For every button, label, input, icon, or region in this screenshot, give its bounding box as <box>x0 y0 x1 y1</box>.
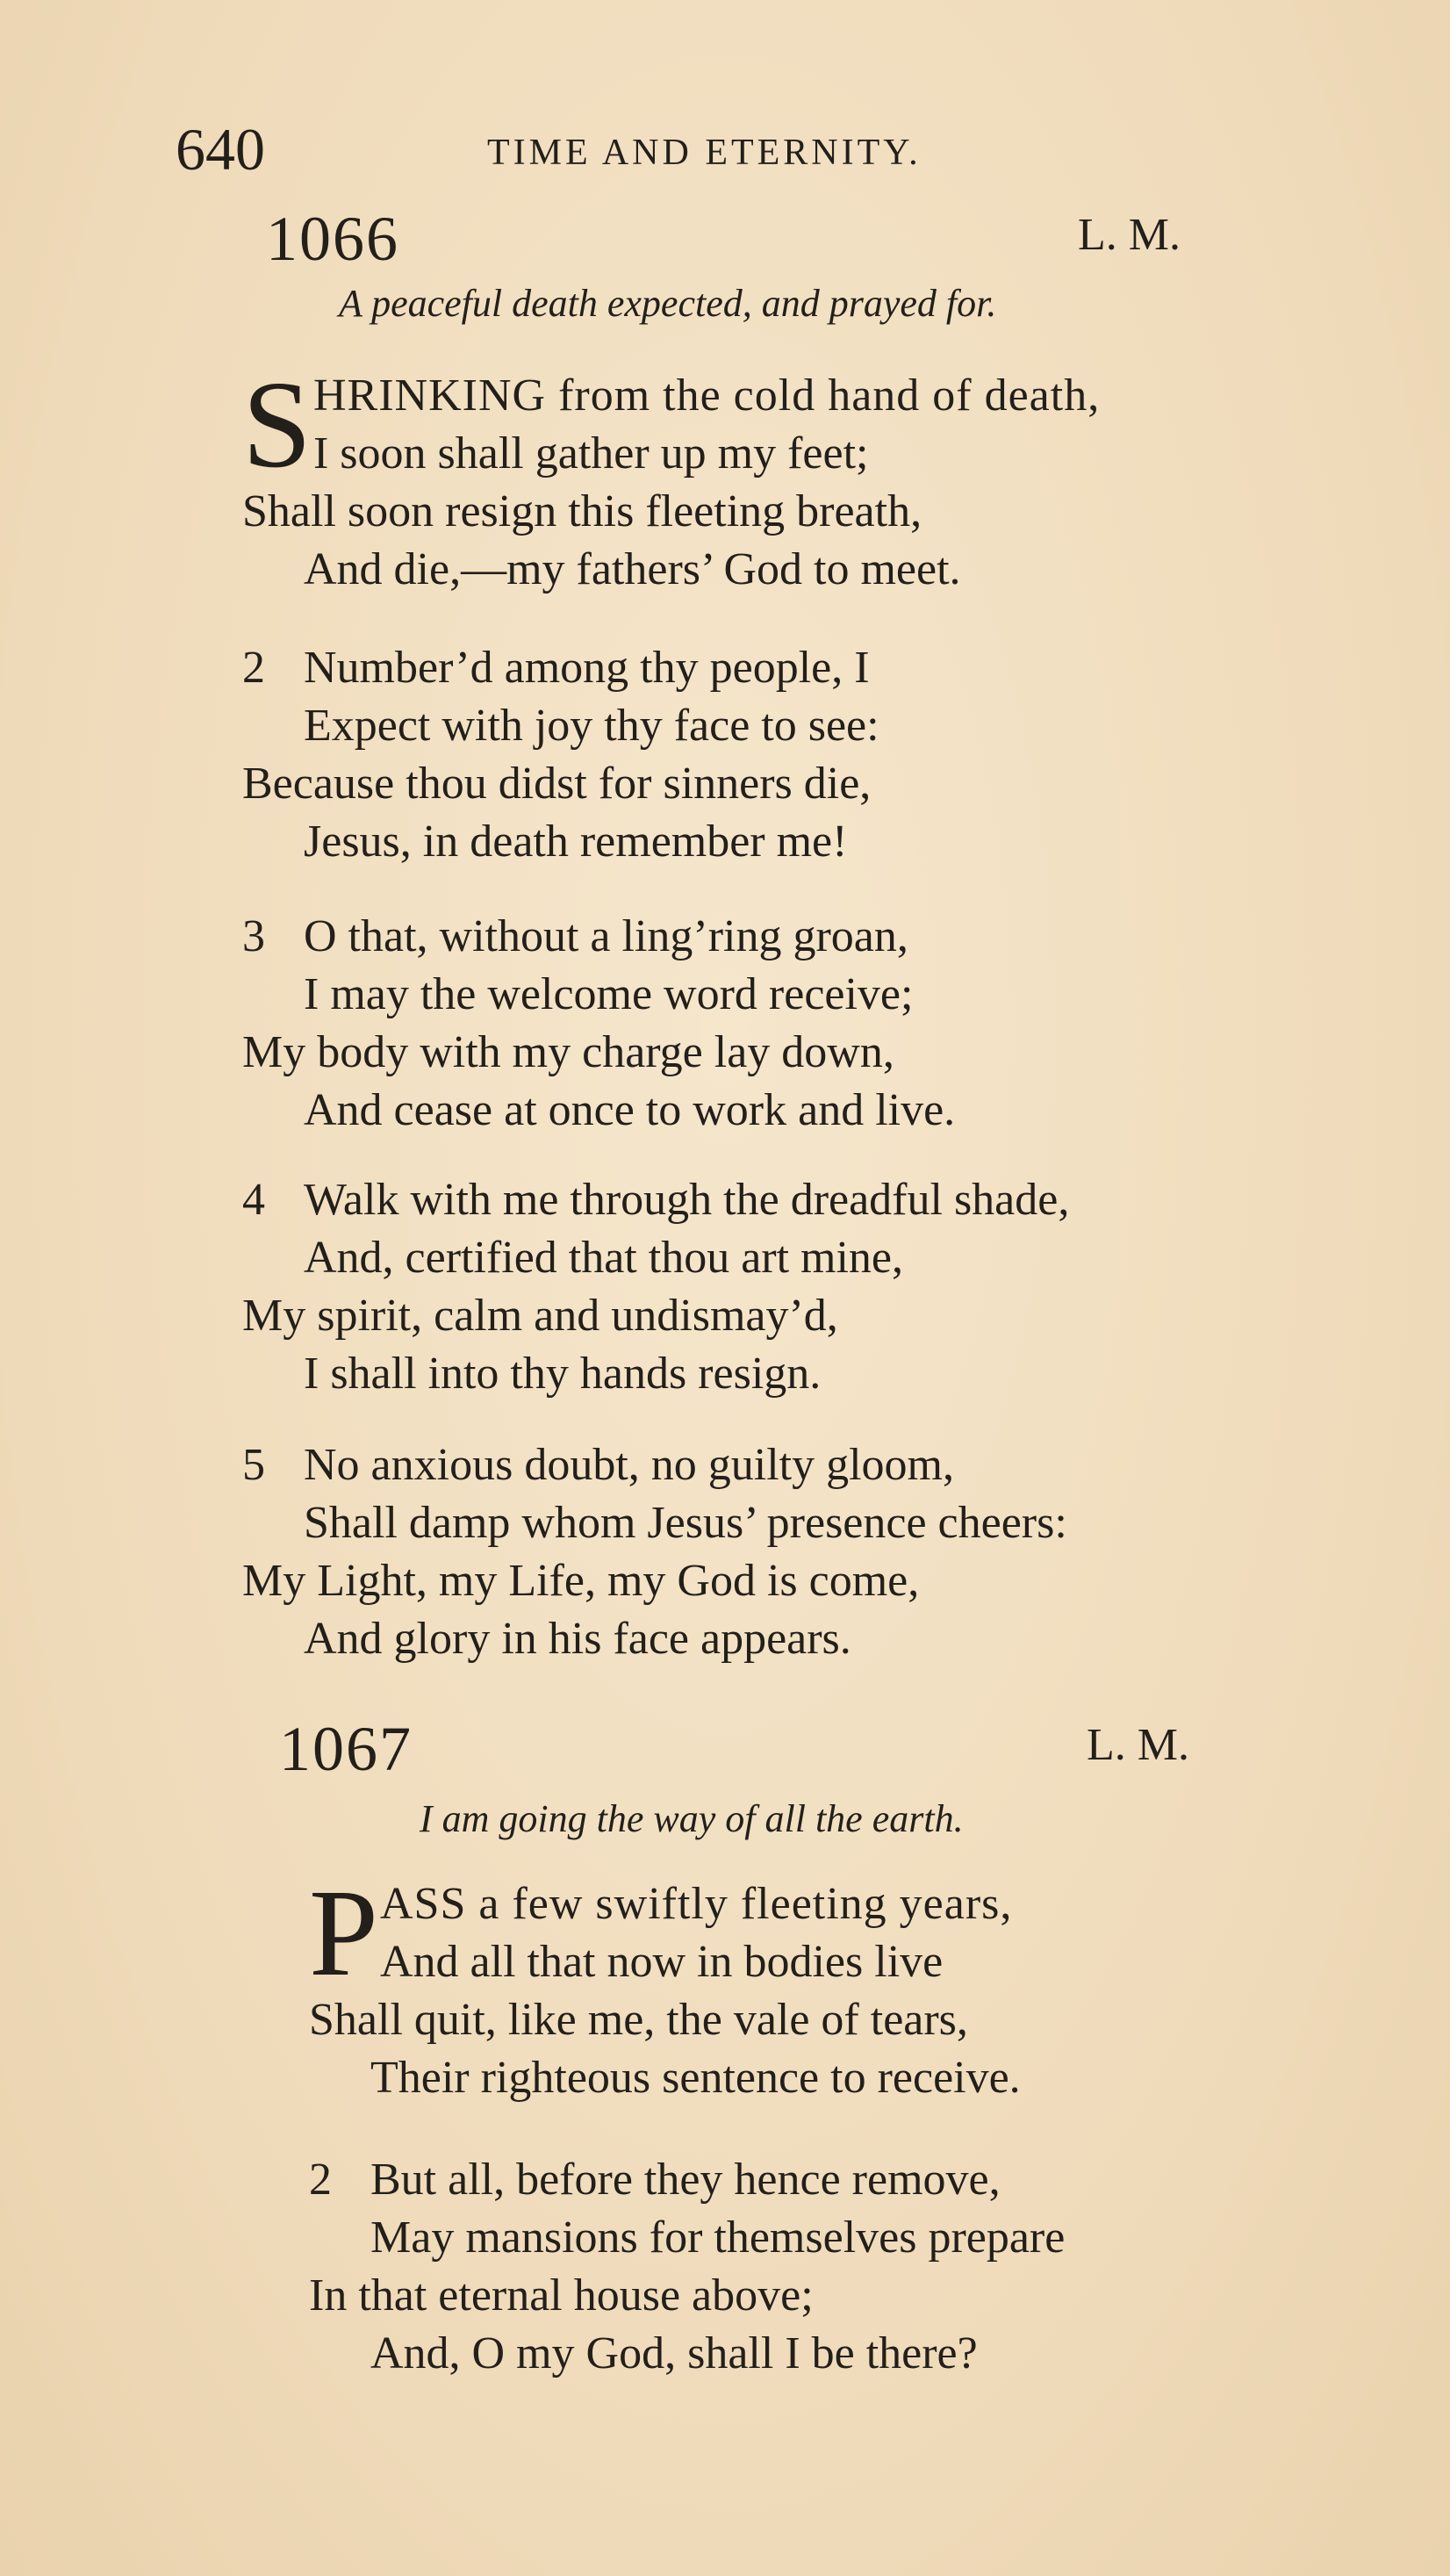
verse-line: Shall damp whom Jesus’ presence cheers: <box>304 1498 1067 1548</box>
verse-line: Their righteous sentence to receive. <box>370 2053 1021 2103</box>
verse-number: 5 <box>242 1440 265 1490</box>
verse-1 <box>309 1863 1362 2107</box>
verse-line: May mansions for themselves prepare <box>370 2213 1066 2263</box>
verse-line: I shall into thy hands resign. <box>304 1349 822 1399</box>
verse-4 <box>242 1171 1070 1403</box>
running-title: TIME AND ETERNITY. <box>487 133 922 173</box>
verse-number: 3 <box>242 911 265 961</box>
verse-2 <box>309 2151 1066 2383</box>
verse-line: Because thou didst for sinners die, <box>242 759 872 809</box>
verse-line: And glory in his face appears. <box>304 1614 851 1664</box>
hymn-number: 1066 <box>266 204 399 274</box>
verse-line: In that eternal house above; <box>309 2270 814 2321</box>
drop-cap: P <box>309 1863 378 2002</box>
verse-line: And, O my God, shall I be there? <box>370 2328 978 2378</box>
verse-line: Expect with joy thy face to see: <box>304 701 879 751</box>
verse-line: No anxious doubt, no guilty gloom, <box>304 1440 954 1490</box>
verse-line: Shall soon resign this fleeting breath, <box>242 486 922 536</box>
verse-line: Shall quit, like me, the vale of tears, <box>309 1995 968 2045</box>
verse-line: And, certified that thou art mine, <box>304 1233 904 1283</box>
drop-cap: S <box>242 355 312 493</box>
verse-3 <box>242 908 956 1140</box>
hymn-number: 1067 <box>279 1714 413 1784</box>
verse-1 <box>242 355 1348 599</box>
hymn-subtitle: A peaceful death expected, and prayed for. <box>339 282 997 325</box>
verse-line: Walk with me through the dreadful shade, <box>304 1175 1070 1225</box>
verse-line: And cease at once to work and live. <box>304 1085 956 1135</box>
verse-line: My spirit, calm and undismay’d, <box>242 1291 838 1341</box>
verse-number: 2 <box>309 2155 332 2205</box>
running-head <box>176 114 1141 184</box>
hymn-meter: L. M. <box>1087 1720 1189 1770</box>
verse-line: My body with my charge lay down, <box>242 1027 894 1077</box>
verse-line: I may the welcome word receive; <box>304 969 914 1019</box>
verse-line: But all, before they hence remove, <box>370 2155 1001 2205</box>
verse-5 <box>242 1436 1067 1668</box>
verse-number: 2 <box>242 643 265 693</box>
hymn-meter: L. M. <box>1078 210 1181 260</box>
verse-line: Jesus, in death remember me! <box>304 817 848 867</box>
verse-line: My Light, my Life, my God is come, <box>242 1556 920 1606</box>
verse-line: I soon shall gather up my feet; <box>312 428 869 479</box>
verse-line: And die,—my fathers’ God to meet. <box>304 544 961 594</box>
verse-2 <box>242 639 879 871</box>
verse-number: 4 <box>242 1175 265 1225</box>
verse-line: O that, without a ling’ring groan, <box>304 911 908 961</box>
page-number: 640 <box>176 116 265 183</box>
hymn-subtitle: I am going the way of all the earth. <box>420 1797 964 1840</box>
verse-line: HRINKING from the cold hand of death, <box>312 371 1101 421</box>
verse-line: Number’d among thy people, I <box>304 643 870 693</box>
verse-line: ASS a few swiftly fleeting years, <box>379 1879 1013 1929</box>
verse-line: And all that now in bodies live <box>379 1937 944 1987</box>
